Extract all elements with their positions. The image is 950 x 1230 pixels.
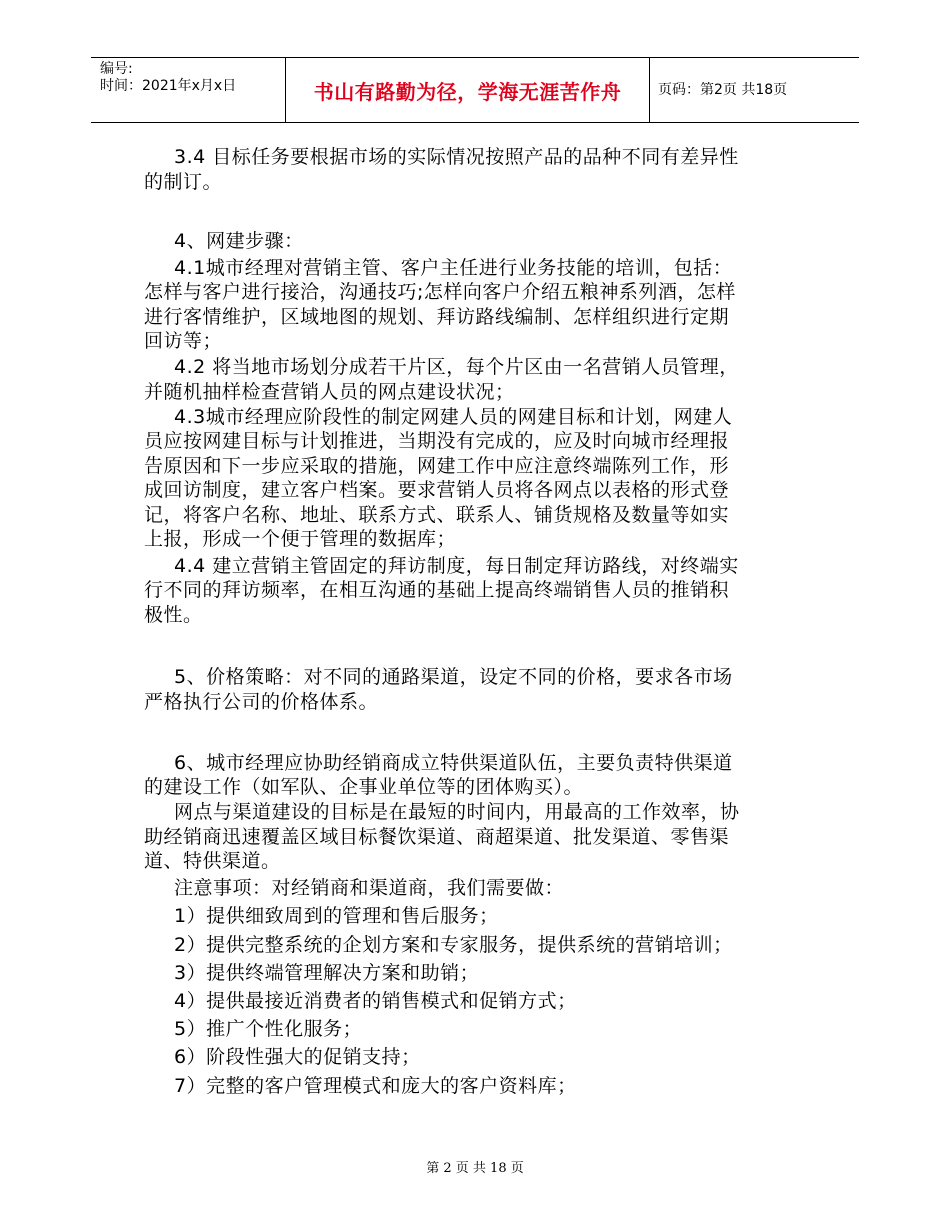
paragraph-4-2-line-1: 4.2 将当地市场划分成若干片区，每个片区由一名营销人员管理， — [174, 356, 739, 378]
document-number-label: 编号: — [100, 61, 133, 77]
header-meta-cell — [91, 58, 286, 122]
paragraph-4-1-line-2: 怎样与客户进行接洽，沟通技巧;怎样向客户介绍五粮神系列酒，怎样 — [144, 281, 736, 303]
paragraph-4-4-line-1: 4.4 建立营销主管固定的拜访制度，每日制定拜访路线，对终端实 — [174, 555, 739, 577]
header-motto-cell — [286, 58, 650, 122]
page-footer: 第 2 页 共 18 页 — [426, 1161, 524, 1176]
notes-item-5: 5）推广个性化服务； — [174, 1018, 363, 1040]
section-6-line-1: 6、城市经理应协助经销商成立特供渠道队伍，主要负责特供渠道 — [174, 752, 733, 774]
paragraph-3-4-line-1: 3.4 目标任务要根据市场的实际情况按照产品的品种不同有差异性 — [174, 146, 739, 168]
section-4-heading: 4、网建步骤： — [174, 230, 304, 252]
paragraph-4-2-line-2: 并随机抽样检查营销人员的网点建设状况； — [144, 381, 515, 403]
section-5-line-2: 严格执行公司的价格体系。 — [144, 691, 379, 713]
notes-item-6: 6）阶段性强大的促销支持； — [174, 1046, 421, 1068]
paragraph-4-3-line-3: 告原因和下一步应采取的措施，网建工作中应注意终端陈列工作，形 — [144, 455, 730, 477]
goal-paragraph-line-1: 网点与渠道建设的目标是在最短的时间内，用最高的工作效率，协 — [174, 801, 740, 823]
paragraph-4-4-line-2: 行不同的拜访频率，在相互沟通的基础上提高终端销售人员的推销积 — [144, 579, 730, 601]
notes-item-3: 3）提供终端管理解决方案和助销； — [174, 962, 480, 984]
page-header — [91, 57, 859, 123]
paragraph-4-3-line-2: 员应按网建目标与计划推进，当期没有完成的，应及时向城市经理报 — [144, 430, 730, 452]
paragraph-4-3-line-6: 上报，形成一个便于管理的数据库； — [144, 528, 457, 550]
header-page-cell — [650, 58, 859, 122]
paragraph-4-3-line-1: 4.3城市经理应阶段性的制定网建人员的网建目标和计划，网建人 — [174, 406, 733, 428]
notes-heading: 注意事项：对经销商和渠道商，我们需要做： — [174, 877, 565, 899]
notes-item-4: 4）提供最接近消费者的销售模式和促销方式； — [174, 990, 577, 1012]
goal-paragraph-line-2: 助经销商迅速覆盖区域目标餐饮渠道、商超渠道、批发渠道、零售渠 — [144, 826, 730, 848]
notes-item-7: 7）完整的客户管理模式和庞大的客户资料库； — [174, 1075, 577, 1097]
paragraph-4-4-line-3: 极性。 — [144, 604, 203, 626]
paragraph-4-1-line-4: 回访等； — [144, 330, 223, 352]
section-5-line-1: 5、价格策略：对不同的通路渠道，设定不同的价格，要求各市场 — [174, 666, 733, 688]
section-6-line-2: 的建设工作（如军队、企事业单位等的团体购买）。 — [144, 776, 584, 798]
paragraph-3-4-line-2: 的制订。 — [144, 171, 223, 193]
goal-paragraph-line-3: 道、特供渠道。 — [144, 850, 281, 872]
notes-item-1: 1）提供细致周到的管理和售后服务； — [174, 905, 499, 927]
paragraph-4-3-line-5: 记，将客户名称、地址、联系方式、联系人、铺货规格及数量等如实 — [144, 504, 730, 526]
notes-item-2: 2）提供完整系统的企划方案和专家服务，提供系统的营销培训； — [174, 934, 733, 956]
paragraph-4-1-line-1: 4.1城市经理对营销主管、客户主任进行业务技能的培训，包括： — [174, 257, 733, 279]
paragraph-4-1-line-3: 进行客情维护，区域地图的规划、拜访路线编制、怎样组织进行定期 — [144, 306, 730, 328]
document-time-label: 时间：2021年x月x日 — [100, 78, 237, 94]
paragraph-4-3-line-4: 成回访制度，建立客户档案。要求营销人员将各网点以表格的形式登 — [144, 479, 730, 501]
header-motto: 书山有路勤为径，学海无涯苦作舟 — [313, 80, 622, 104]
header-page-info: 页码：第2页 共18页 — [658, 82, 788, 98]
